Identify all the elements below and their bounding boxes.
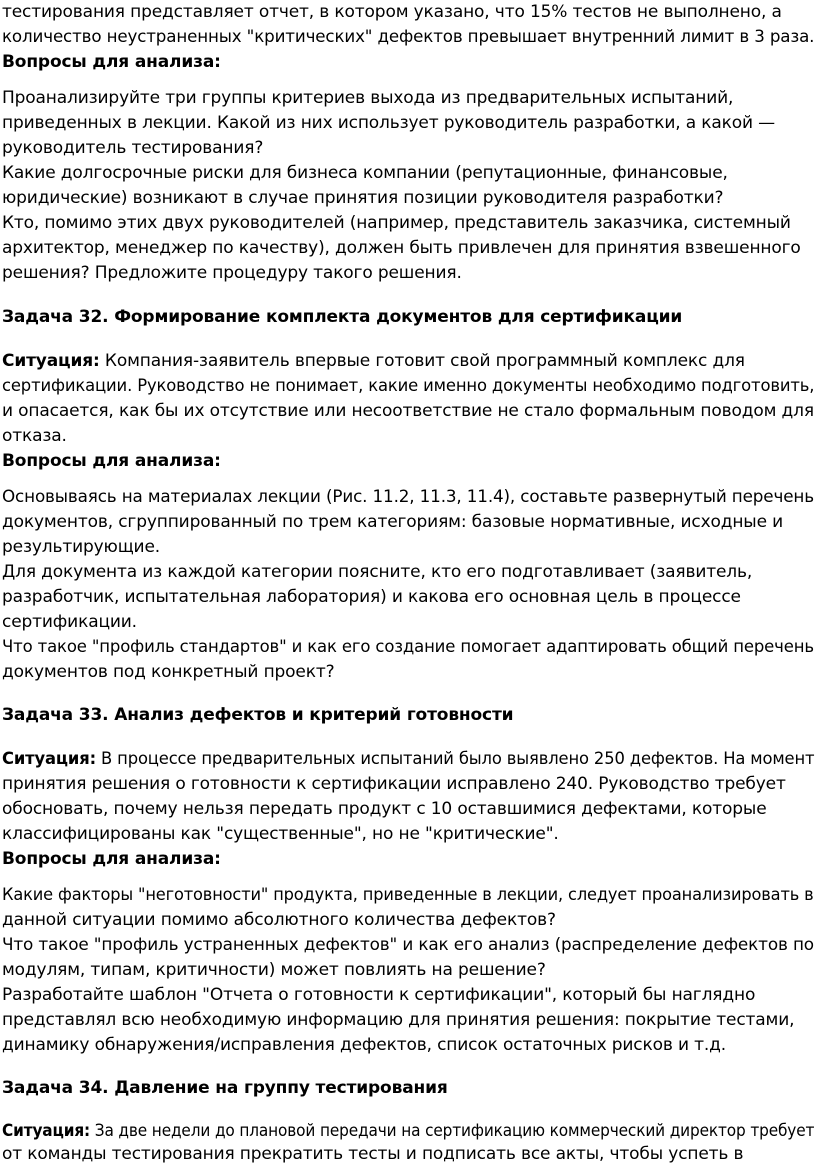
situation-line: от команды тестирования прекратить тесты и подписать все акты, чтобы успеть в (2, 1144, 744, 1164)
question-line: представлял всю необходимую информацию для принятия решения: покрытие тестами, (2, 1010, 795, 1030)
question-line: приведенных в лекции. Какой из них использует руководитель разработки, а какой — (2, 113, 776, 133)
questions-heading: Вопросы для анализа: (2, 52, 221, 72)
situation-line: классифицированы как "существенные", но не "критические". (2, 824, 559, 844)
question-line: решения? Предложите процедуру такого решения. (2, 263, 462, 283)
question-line: разработчик, испытательная лаборатория) и какова его основная цель в процессе (2, 587, 741, 607)
situation-text: За две недели до плановой передачи на сертификацию коммерческий директор требует (90, 1121, 815, 1141)
situation-line: принятия решения о готовности к сертификации исправлено 240. Руководство требует (2, 774, 786, 794)
question-line: документов, сгруппированный по трем категориям: базовые нормативные, исходные и (2, 512, 784, 532)
task-32-title: Задача 32. Формирование комплекта документов для сертификации (2, 307, 683, 327)
paragraph-line: количество неустраненных "критических" дефектов превышает внутренний лимит в 3 раза. (2, 27, 815, 47)
situation-text: Компания-заявитель впервые готовит свой программный комплекс для (99, 351, 745, 371)
situation-line: и опасается, как бы их отсутствие или несоответствие не стало формальным поводом для (2, 401, 814, 421)
questions-heading: Вопросы для анализа: (2, 451, 221, 471)
question-line: документов под конкретный проект? (2, 662, 335, 682)
question-line: Разработайте шаблон "Отчета о готовности к сертификации", который бы наглядно (2, 985, 756, 1005)
question-line: юридические) возникают в случае принятия позиции руководителя разработки? (2, 188, 724, 208)
task-33-title: Задача 33. Анализ дефектов и критерий готовности (2, 705, 514, 725)
situation-text: В процессе предварительных испытаний было выявлено 250 дефектов. На момент (95, 749, 815, 769)
question-line: Для документа из каждой категории поясните, кто его подготавливает (заявитель, (2, 562, 753, 582)
situation-label: Ситуация: (2, 351, 100, 371)
task-34-title: Задача 34. Давление на группу тестирования (2, 1078, 448, 1098)
question-line: Основываясь на материалах лекции (Рис. 11.2, 11.3, 11.4), составьте развернутый перечень (2, 487, 814, 507)
question-line: Какие факторы "неготовности" продукта, приведенные в лекции, следует проанализировать в (2, 885, 814, 905)
situation-line (2, 747, 814, 772)
question-line: Какие долгосрочные риски для бизнеса компании (репутационные, финансовые, (2, 163, 728, 183)
question-line: Что такое "профиль стандартов" и как его создание помогает адаптировать общий перечень (2, 637, 814, 657)
situation-line: обосновать, почему нельзя передать продукт с 10 оставшимися дефектами, которые (2, 799, 767, 819)
situation-line (2, 1119, 814, 1144)
question-line: данной ситуации помимо абсолютного количества дефектов? (2, 910, 556, 930)
situation-line: сертификации. Руководство не понимает, какие именно документы необходимо подготовить, (2, 376, 815, 396)
question-line: сертификации. (2, 612, 137, 632)
question-line: руководитель тестирования? (2, 138, 264, 158)
question-line: Что такое "профиль устраненных дефектов" и как его анализ (распределение дефектов по (2, 935, 814, 955)
question-line: архитектор, менеджер по качеству), должен быть привлечен для принятия взвешенного (2, 238, 801, 258)
question-line: модулям, типам, критичности) может повлиять на решение? (2, 960, 546, 980)
question-line: результирующие. (2, 537, 161, 557)
situation-label: Ситуация: (2, 1121, 91, 1141)
situation-line (2, 349, 745, 374)
question-line: Проанализируйте три группы критериев выхода из предварительных испытаний, (2, 88, 734, 108)
question-line: Кто, помимо этих двух руководителей (например, представитель заказчика, системный (2, 213, 791, 233)
question-line: динамику обнаружения/исправления дефектов, список остаточных рисков и т.д. (2, 1035, 727, 1055)
situation-label: Ситуация: (2, 749, 96, 769)
situation-line: отказа. (2, 426, 67, 446)
questions-heading: Вопросы для анализа: (2, 849, 221, 869)
paragraph-line: тестирования представляет отчет, в котором указано, что 15% тестов не выполнено, а (2, 2, 782, 22)
